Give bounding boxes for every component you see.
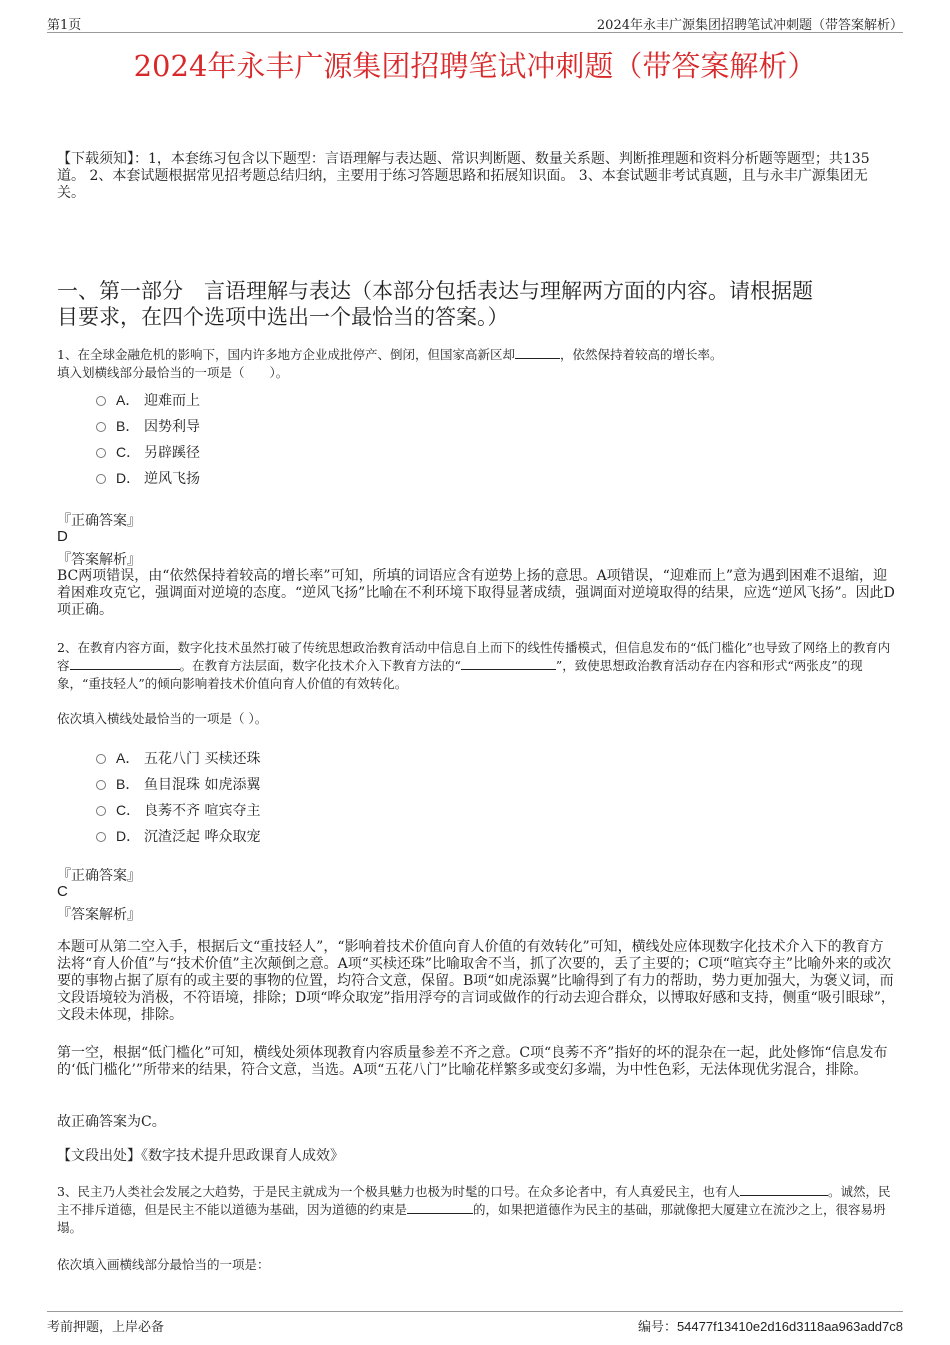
- radio-icon[interactable]: [96, 806, 106, 816]
- page-header: [47, 14, 903, 33]
- radio-icon[interactable]: [96, 396, 106, 406]
- q2-option-b[interactable]: B． 鱼目混珠 如虎添翼: [96, 774, 260, 794]
- radio-icon[interactable]: [96, 422, 106, 432]
- q2-option-c[interactable]: C． 良莠不齐 喧宾夺主: [96, 800, 260, 820]
- q1-stem-a: 1、在全球金融危机的影响下，国内许多地方企业成批停产、倒闭，但国家高新区却: [57, 347, 515, 362]
- q1-answer-label: 『正确答案』: [57, 513, 141, 529]
- q2-source-label: 【文段出处】: [57, 1148, 141, 1164]
- q2-source-text: 《数字技术提升思政课育人成效》: [141, 1148, 344, 1164]
- q2-option-a[interactable]: A． 五花八门 买椟还珠: [96, 748, 260, 768]
- q1-option-c[interactable]: C． 另辟蹊径: [96, 442, 200, 462]
- page-title: 2024年永丰广源集团招聘笔试冲刺题（带答案解析）: [133, 49, 817, 83]
- q3-blank-2: [407, 1201, 473, 1214]
- q2-instruction: 依次填入横线处最恰当的一项是（ ）。: [57, 711, 268, 726]
- q1-option-a[interactable]: A． 迎难而上: [96, 390, 200, 410]
- q1-option-d[interactable]: D． 逆风飞扬: [96, 468, 200, 488]
- section-heading-line2: 目要求，在四个选项中选出一个最恰当的答案。）: [57, 305, 509, 329]
- q1-blank: [515, 346, 560, 359]
- q1-instruction: 填入划横线部分最恰当的一项是（ ）。: [57, 365, 289, 380]
- q2-analysis-p3: 故正确答案为C。: [57, 1114, 166, 1130]
- q1-stem-b: ，依然保持着较高的增长率。: [559, 347, 723, 362]
- radio-icon[interactable]: [96, 754, 106, 764]
- q1-option-b[interactable]: B． 因势利导: [96, 416, 200, 436]
- footer-id: 编号：54477f13410e2d16d3118aa963add7c8: [637, 1319, 903, 1334]
- radio-icon[interactable]: [96, 448, 106, 458]
- q2-stem: 2、在教育内容方面，数字化技术虽然打破了传统思想政治教育活动中信息自上而下的线性传播模式，但信息发布的“低门槛化”也导致了网络上的教育内容 。在教育方法层面，数字化技术介入下教育方法的“ ”，致使思想政治教育活动存在内容和形式“两张皮”的现象，“重技轻人”的倾向影响着技术价值向育人价值的有效转化。: [57, 640, 891, 691]
- radio-icon[interactable]: [96, 832, 106, 842]
- page-footer: [47, 1311, 903, 1336]
- section-heading: [57, 278, 895, 330]
- q2-analysis-p1: 本题可从第二空入手，根据后文“重技轻人”，“影响着技术价值向育人价值的有效转化”可知，横线处应体现数字化技术介入下的教育方法将“育人价值”与“技术价值”主次颠倒之意。A项“买椟还珠”比喻取舍不当，抓了次要的，丢了主要的；C项“喧宾夺主”比喻外来的或次要的事物占据了原有的或主要的事物的位置，均符合文意，保留。B项“如虎添翼”比喻得到了有力的帮助，势力更加强大，为褒义词，而文段语境较为消极，不符语境，排除；D项“哗众取宠”指用浮夸的言词或做作的行动去迎合群众，以博取好感和支持，侧重“吸引眼球”，文段未体现，排除。: [57, 939, 895, 1023]
- q2-blank-2: [461, 657, 556, 670]
- header-doc-title: 2024年永丰广源集团招聘笔试冲刺题（带答案解析）: [596, 18, 903, 33]
- radio-icon[interactable]: [96, 780, 106, 790]
- footer-slogan: 考前押题，上岸必备: [47, 1320, 165, 1335]
- page-number: 第1页: [47, 18, 82, 33]
- q2-analysis-p2: 第一空，根据“低门槛化”可知，横线处须体现教育内容质量参差不齐之意。C项“良莠不齐”指好的坏的混杂在一起，此处修饰“信息发布的‘低门槛化’”所带来的结果，符合文意，当选。A项“五花八门”比喻花样繁多或变幻多端，为中性色彩，无法体现优劣混合，排除。: [57, 1045, 888, 1078]
- q3-stem: 3、民主乃人类社会发展之大趋势，于是民主就成为一个极具魅力也极为时髦的口号。在众多论者中，有人真爱民主，也有人 。诚然，民主不排斥道德，但是民主不能以道德为基础，因为道德的约束是 的，如果把道德作为民主的基础，那就像把大厦建立在流沙之上，很容易坍塌。: [57, 1184, 891, 1235]
- q3-blank-1: [740, 1183, 828, 1196]
- q2-option-d[interactable]: D． 沉渣泛起 哗众取宠: [96, 826, 260, 846]
- radio-icon[interactable]: [96, 474, 106, 484]
- q1-stem: [57, 346, 895, 382]
- q2-blank-1: [70, 657, 180, 670]
- section-heading-line1: 一、第一部分 言语理解与表达（本部分包括表达与理解两方面的内容。请根据题: [57, 279, 813, 303]
- notice-label: 【下载须知】: [57, 151, 134, 167]
- q3-instruction: 依次填入画横线部分最恰当的一项是：: [57, 1257, 270, 1272]
- q1-analysis: BC两项错误，由“依然保持着较高的增长率”可知，所填的词语应含有逆势上扬的意思。A项错误，“迎难而上”意为遇到困难不退缩，迎着困难攻克它，强调面对逆境的态度。“逆风飞扬”比喻在不利环境下取得显著成绩，强调面对逆境取得的结果，应选“逆风飞扬”。因此D项正确。: [57, 568, 895, 618]
- q2-analysis-label: 『答案解析』: [57, 907, 141, 923]
- notice-text: ：1，本套练习包含以下题型：言语理解与表达题、常识判断题、数量关系题、判断推理题和资料分析题等题型；共135道。 2、本套试题根据常见招考题总结归纳，主要用于练习答题思路和拓展知识面。 3、本套试题非考试真题，且与永丰广源集团无关。: [57, 151, 870, 201]
- q1-analysis-label: 『答案解析』: [57, 552, 141, 568]
- q1-answer: D: [57, 528, 68, 545]
- q2-answer: C: [57, 883, 68, 900]
- download-notice: [57, 151, 895, 202]
- q2-source: [57, 1148, 895, 1165]
- q2-answer-label: 『正确答案』: [57, 868, 141, 884]
